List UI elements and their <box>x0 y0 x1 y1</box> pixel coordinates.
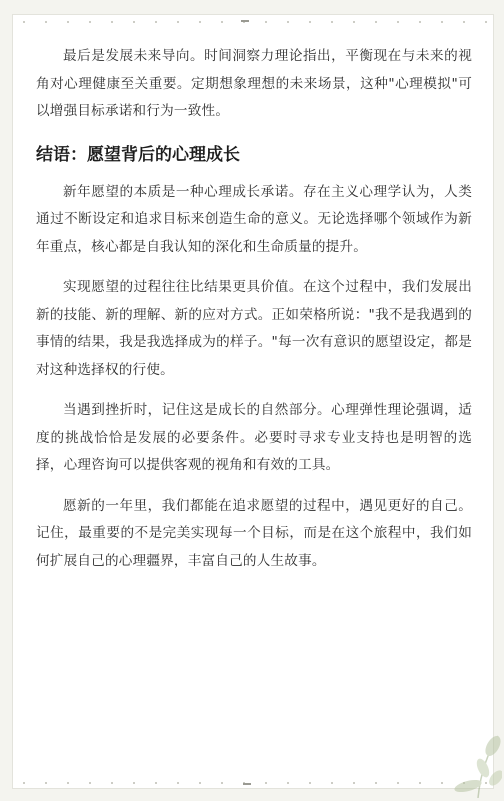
section-heading: 结语：愿望背后的心理成长 <box>36 144 240 165</box>
leaf-decoration-icon <box>438 706 502 798</box>
document-page <box>12 14 494 789</box>
top-dotted-border <box>13 21 493 23</box>
paragraph-2: 实现愿望的过程往往比结果更具价值。在这个过程中，我们发展出新的技能、新的理解、新的应对方式。正如荣格所说："我不是我遇到的事情的结果，我是我选择成为的样子。"每一次有意识的愿望设定，都是对这种选择权的行使。 <box>36 279 472 378</box>
bottom-dotted-border <box>13 782 493 784</box>
article-body <box>36 43 472 588</box>
paragraph-1: 新年愿望的本质是一种心理成长承诺。存在主义心理学认为，人类通过不断设定和追求目标来创造生命的意义。无论选择哪个领域作为新年重点，核心都是自我认知的深化和生命质量的提升。 <box>36 183 472 255</box>
bottom-center-mark <box>243 783 251 785</box>
paragraph-4: 愿新的一年里，我们都能在追求愿望的过程中，遇见更好的自己。记住，最重要的不是完美实现每一个目标，而是在这个旅程中，我们如何扩展自己的心理疆界，丰富自己的人生故事。 <box>36 497 472 569</box>
paragraph-3: 当遇到挫折时，记住这是成长的自然部分。心理弹性理论强调，适度的挑战恰恰是发展的必要条件。必要时寻求专业支持也是明智的选择，心理咨询可以提供客观的视角和有效的工具。 <box>36 402 472 473</box>
top-center-mark <box>241 20 249 22</box>
paragraph-future-orientation: 最后是发展未来导向。时间洞察力理论指出，平衡现在与未来的视角对心理健康至关重要。定期想象理想的未来场景，这种"心理模拟"可以增强目标承诺和行为一致性。 <box>36 48 472 119</box>
